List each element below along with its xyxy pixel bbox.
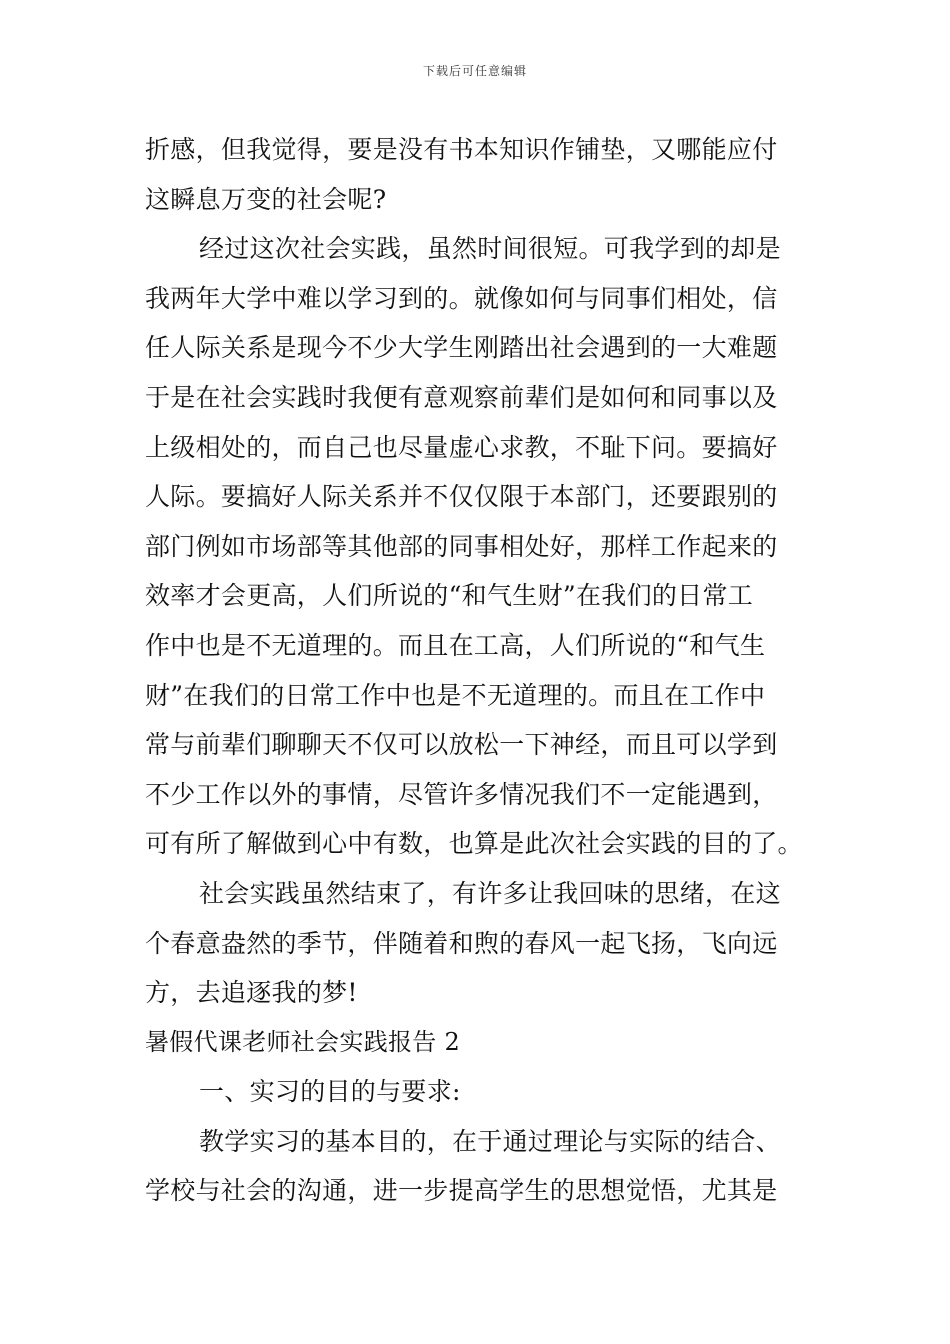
text-line: 我两年大学中难以学习到的。就像如何与同事们相处，信 xyxy=(145,283,778,313)
document-body xyxy=(145,125,810,1216)
paragraph-start-line: 经过这次社会实践，虽然时间很短。可我学到的却是 xyxy=(199,234,781,264)
text-line: 可有所了解做到心中有数，也算是此次社会实践的目的了。 xyxy=(145,829,803,859)
text-line: 不少工作以外的事情，尽管许多情况我们不一定能遇到， xyxy=(145,779,778,809)
text-line: 财”在我们的日常工作中也是不无道理的。而且在工作中 xyxy=(145,680,766,710)
subsection-heading: 一、实习的目的与要求: xyxy=(199,1077,461,1107)
text-line: 个春意盎然的季节，伴随着和煦的春风一起飞扬，飞向远 xyxy=(145,928,778,958)
text-line: 人际。要搞好人际关系并不仅仅限于本部门，还要跟别的 xyxy=(145,482,778,512)
paragraph-start-line: 社会实践虽然结束了，有许多让我回味的思绪，在这 xyxy=(199,878,781,908)
text-line: 常与前辈们聊聊天不仅可以放松一下神经，而且可以学到 xyxy=(145,730,778,760)
text-line: 学校与社会的沟通，进一步提高学生的思想觉悟，尤其是 xyxy=(145,1176,778,1206)
text-line: 上级相处的，而自己也尽量虚心求教，不耻下问。要搞好 xyxy=(145,432,778,462)
text-line: 任人际关系是现今不少大学生刚踏出社会遇到的一大难题 xyxy=(145,333,778,363)
paragraph-start-line: 教学实习的基本目的，在于通过理论与实际的结合、 xyxy=(199,1126,781,1156)
page-header: 下载后可任意编辑 xyxy=(422,64,527,78)
section-heading: 暑假代课老师社会实践报告 2 xyxy=(145,1027,461,1056)
text-line: 效率才会更高，人们所说的“和气生财”在我们的日常工 xyxy=(145,581,754,611)
text-line: 这瞬息万变的社会呢? xyxy=(145,184,387,214)
text-line: 方，去追逐我的梦! xyxy=(145,978,358,1008)
text-line: 作中也是不无道理的。而且在工高，人们所说的“和气生 xyxy=(145,630,766,660)
text-line: 折感，但我觉得，要是没有书本知识作铺垫，又哪能应付 xyxy=(145,135,778,164)
text-line: 于是在社会实践时我便有意观察前辈们是如何和同事以及 xyxy=(145,382,778,412)
text-line: 部门例如市场部等其他部的同事相处好，那样工作起来的 xyxy=(145,531,778,561)
